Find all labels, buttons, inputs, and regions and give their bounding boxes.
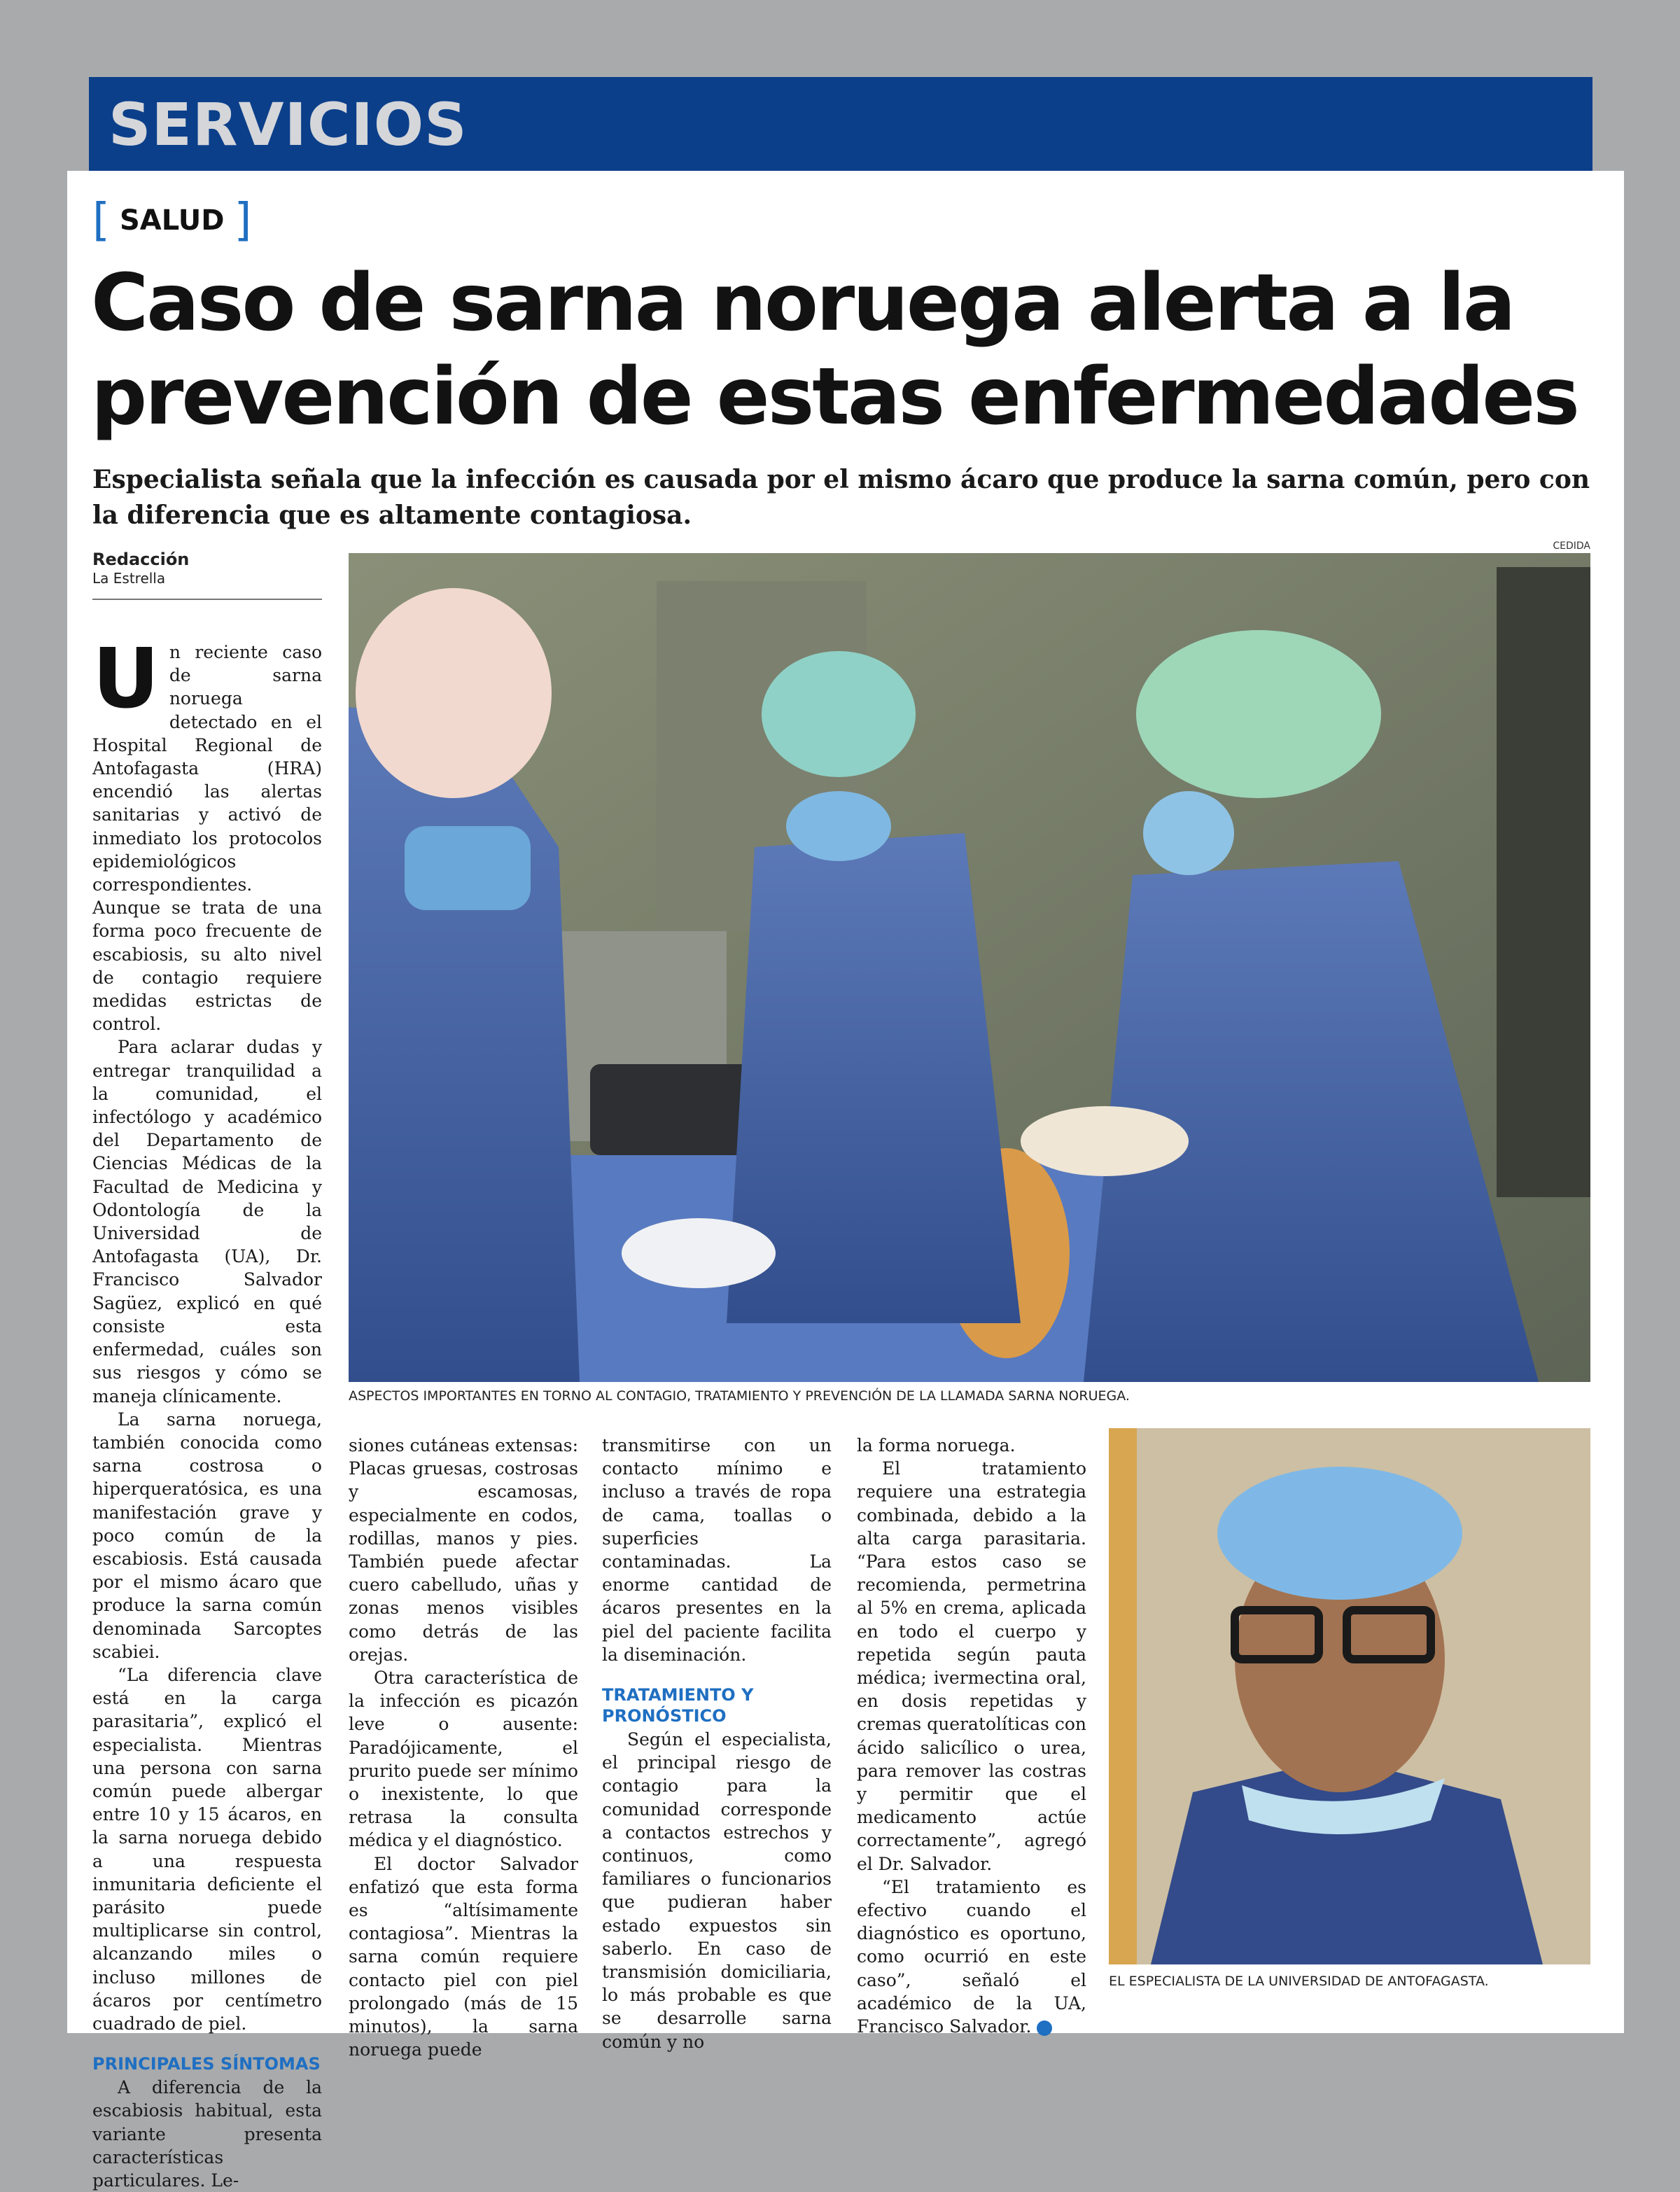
kicker [92,197,251,244]
photo-mask-right [1143,791,1234,875]
photo-cap-center [762,651,916,777]
kicker-label: SALUD [119,204,225,237]
paragraph: La sarna noruega, también conocida como sarna costrosa o hiperqueratósica, es una manifestación grave y poco común de la escabiosis. Está causada por el mismo ácaro que produce la sarna común denominada Sarcoptes scabiei. [92,1409,322,1662]
byline [92,549,322,587]
end-mark-icon: ✪ [1037,2020,1052,2036]
paragraph: Según el especialista, el principal riesgo de contagio para la comunidad corresponde a contactos estrechos y continuos, como familiares o funcionarios que pudieran haber estado expuestos sin saberlo. En caso de transmisión domiciliaria, lo más probable es que se desarrolle sarna común y no [602,1729,832,2052]
photo-glove-left [622,1218,776,1288]
byline-outlet: La Estrella [92,570,166,587]
paragraph: A diferencia de la escabiosis habitual, esta variante presenta características particulares. Le- [92,2077,322,2191]
headline-line-2: prevención de estas enfermedades [91,351,1578,442]
paragraph: Otra característica de la infección es picazón leve o ausente: Paradójicamente, el prurito puede ser mínimo o inexistente, lo que retrasa la consulta médica y el diagnóstico. [349,1668,578,1851]
photo-gloved-hands [1021,1106,1189,1176]
main-photo-caption: ASPECTOS IMPORTANTES EN TORNO AL CONTAGIO, TRATAMIENTO Y PREVENCIÓN DE LA LLAMADA SARNA NORUEGA. [349,1388,1130,1404]
subhead-tratamiento [602,1684,832,1726]
paragraph: “La diferencia clave está en la carga parasitaria”, explicó el especialista. Mientras una persona con sarna común puede albergar entre 10 y 15 ácaros, en la sarna noruega debido a una respuesta inmunitaria deficiente el parásito puede multiplicarse sin control, alcanzando miles o incluso millones de ácaros por centímetro cuadrado de piel. [92,1664,322,2034]
specialist-photo-caption: EL ESPECIALISTA DE LA UNIVERSIDAD DE ANTOFAGASTA. [1109,1974,1489,1989]
subhead-sintomas: PRINCIPALES SÍNTOMAS [92,2054,321,2074]
paragraph: Para aclarar dudas y entregar tranquilidad a la comunidad, el infectólogo y académico del Departamento de Ciencias Médicas de la Facultad de Medicina y Odontología de la Universidad de Antofagasta (UA), Dr. Francisco Salvador Sagüez, explicó en qué consiste esta enfermedad, cuáles son sus riesgos y cómo se maneja clínicamente. [92,1037,322,1406]
photo-device [590,1064,751,1155]
article-column-2 [349,1434,578,2061]
byline-author: Redacción [92,550,190,569]
headline [91,256,1596,444]
paragraph: transmitirse con un contacto mínimo e incluso a través de ropa de cama, toallas o superficies contaminadas. La enorme cantidad de ácaros presentes en la piel del paciente facilita la diseminación. [602,1435,832,1665]
paragraph: siones cutáneas extensas: Placas gruesas, costrosas y escamosas, especialmente en codos, rodillas, manos y pies. También puede afectar cuero cabelludo, uñas y zonas menos visibles como detrás de las orejas. [349,1435,579,1665]
subhead-tratamiento-line-2: PRONÓSTICO [602,1706,727,1726]
article-column-3 [602,1434,832,2053]
photo-cap-left [356,588,552,798]
subhead-tratamiento-line-1: TRATAMIENTO Y [602,1685,754,1705]
specialist-photo [1109,1428,1590,1964]
photo-cabinet [1497,567,1590,1197]
photo-side-door [1109,1428,1137,1964]
photo-mask-center [786,791,891,861]
photo-side-cap [1217,1467,1462,1600]
photo-mask-left [405,826,531,910]
paragraph: El tratamiento requiere una estrategia combinada, debido a la alta carga parasitaria. “Para estos caso se recomienda, permetrina al 5% en crema, aplicada en todo el cuerpo y repetida según pauta médica; ivermectina oral, en dosis repetidas y cremas queratolíticas con ácido salicílico o urea, para remover las costras y permitir que el medicamento actúe correctamente”, agregó el Dr. Salvador. [857,1458,1086,1874]
drop-cap: U [92,630,160,727]
byline-divider [92,599,322,600]
photo-credit: CEDIDA [1553,540,1590,552]
paragraph: n reciente caso de sarna noruega detectado en el Hospital Regional de Antofagasta (HRA) encendió las alertas sanitarias y activó de inmediato los protocolos epidemiológicos correspondientes. Aunque se trata de una forma poco frecuente de escabiosis, su alto nivel de contagio requiere medidas estrictas de control. [92,642,322,1035]
kicker-close-bracket: ] [234,195,252,246]
paragraph: El doctor Salvador enfatizó que esta forma es “altísimamente contagiosa”. Mientras la sarna común requiere contacto piel con piel prolongado (más de 15 minutos), la sarna noruega puede [349,1853,578,2060]
section-title: SERVICIOS [108,90,468,159]
main-photo [349,553,1590,1382]
paragraph: la forma noruega. [857,1435,1016,1455]
headline-line-1: Caso de sarna noruega alerta a la [91,258,1514,349]
paragraph [857,1876,1086,2038]
paragraph-text: “El tratamiento es efectivo cuando el diagnóstico es oportuno, como ocurrió en este caso”, señaló el académico de la UA, Francisco Salvador. [857,1876,1086,2037]
article-column-4 [857,1434,1086,2038]
deck: Especialista señala que la infección es causada por el mismo ácaro que produce la sarna común, pero con la diferencia que es altamente contagiosa. [92,465,1590,530]
article-column-1 [92,630,322,2192]
kicker-open-bracket: [ [92,195,110,246]
photo-cap-right [1136,630,1381,798]
